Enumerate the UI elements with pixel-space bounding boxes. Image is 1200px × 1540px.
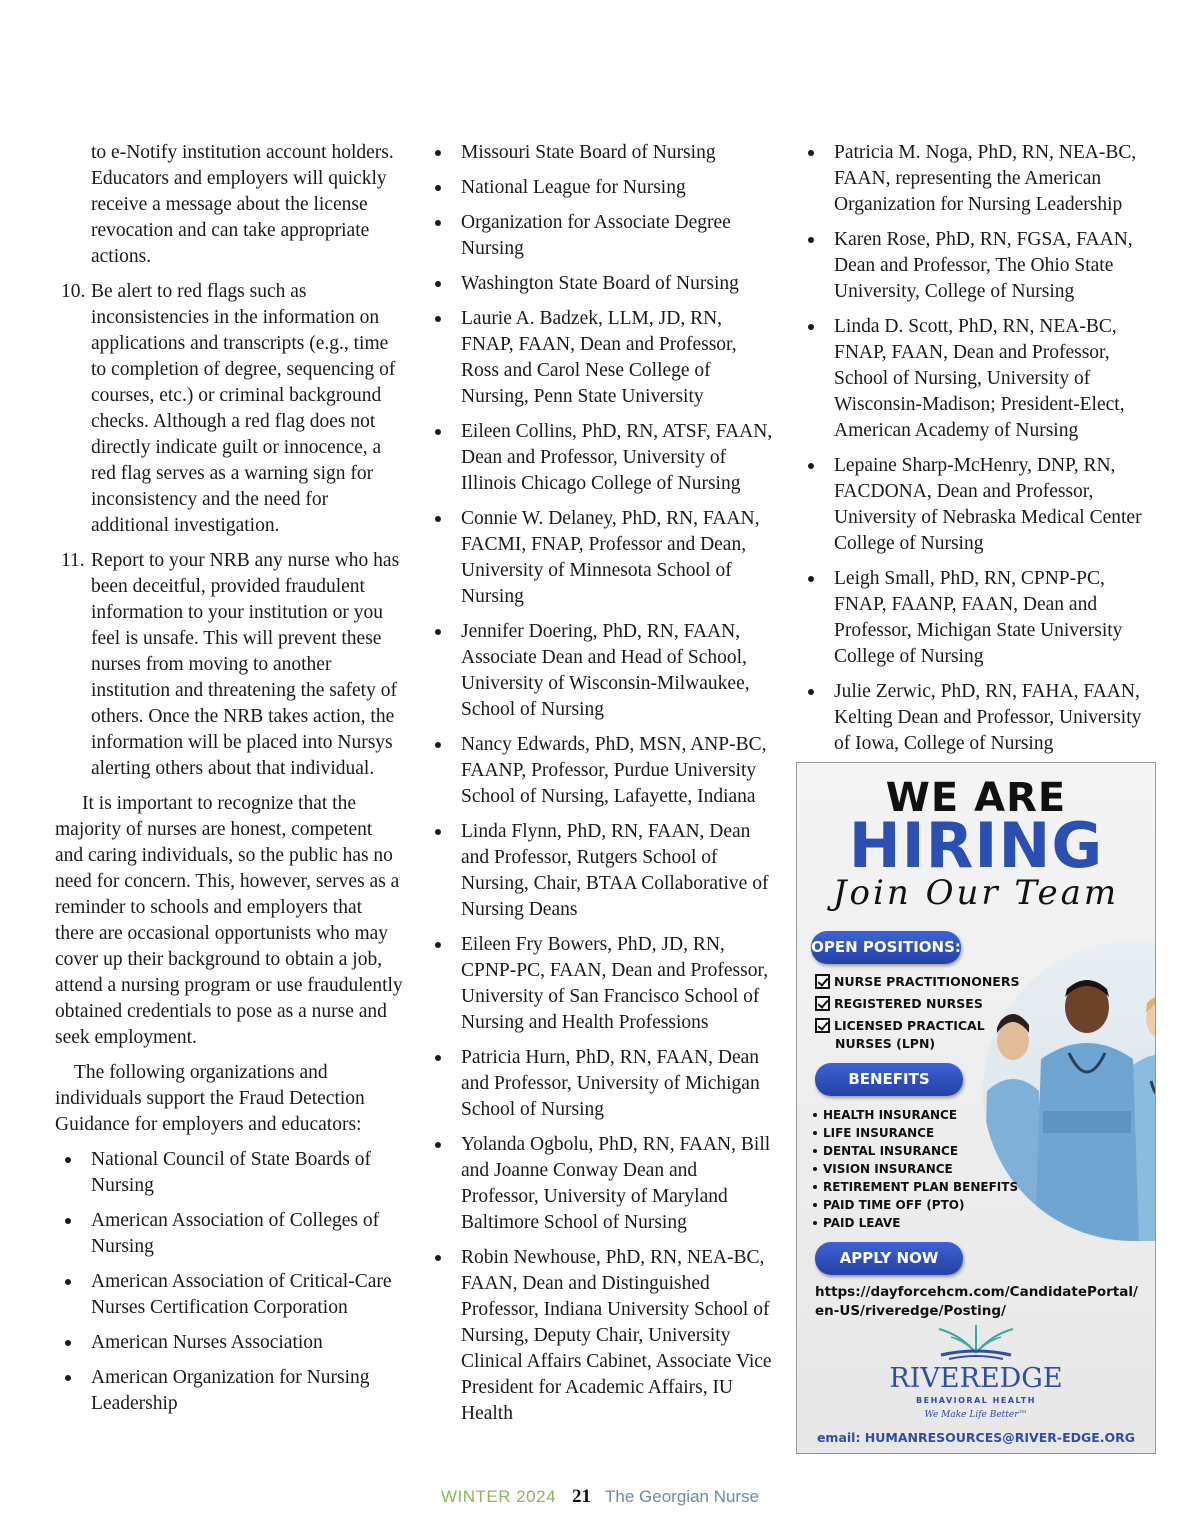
item-text: American Association of Critical-Care Nurses Certification Corporation xyxy=(91,1271,392,1318)
body-paragraph: The following organizations and individuals support the Fraud Detection Guidance for employers and educators: xyxy=(55,1062,365,1135)
item-text: Yolanda Ogbolu, PhD, RN, FAAN, Bill and Joanne Conway Dean and Professor, University of Maryland Baltimore School of Nursing xyxy=(461,1134,771,1233)
list-item xyxy=(806,453,1151,557)
list-item xyxy=(55,1208,405,1260)
url-line: https://dayforcehcm.com/CandidatePortal/ xyxy=(815,1284,1138,1300)
list-item xyxy=(55,1330,405,1356)
item-text: Nancy Edwards, PhD, MSN, ANP-BC, FAANP, Professor, Purdue University School of Nursing, Lafayette, Indiana xyxy=(461,734,767,807)
list-item xyxy=(806,314,1151,444)
benefit-item xyxy=(813,1108,957,1122)
item-text: American Association of Colleges of Nursing xyxy=(91,1210,380,1257)
organization-list xyxy=(55,1147,405,1417)
bullet-icon xyxy=(808,150,814,156)
bullet-icon xyxy=(435,429,441,435)
bullet-icon xyxy=(813,1113,817,1117)
bullet-icon xyxy=(65,1218,71,1224)
page-footer xyxy=(0,1486,1200,1508)
list-item xyxy=(433,619,778,723)
bullet-icon xyxy=(435,150,441,156)
list-item xyxy=(433,506,778,610)
bullet-icon xyxy=(435,185,441,191)
bullet-icon xyxy=(435,629,441,635)
apply-url-link[interactable] xyxy=(815,1283,1138,1321)
checkbox-icon xyxy=(815,1018,830,1033)
bullet-icon xyxy=(808,576,814,582)
item-text: Washington State Board of Nursing xyxy=(461,273,739,294)
benefit-text: PAID TIME OFF (PTO) xyxy=(823,1198,965,1212)
list-item xyxy=(55,1147,405,1199)
list-item xyxy=(433,140,778,166)
benefit-item xyxy=(813,1144,958,1158)
email-link[interactable]: email: HUMANRESOURCES@RIVER-EDGE.ORG xyxy=(816,1430,1136,1445)
position-text: REGISTERED NURSES xyxy=(834,996,983,1011)
url-line: en-US/riveredge/Posting/ xyxy=(815,1303,1006,1319)
bullet-icon xyxy=(435,942,441,948)
benefit-text: LIFE INSURANCE xyxy=(823,1126,935,1140)
body-paragraph: It is important to recognize that the majority of nurses are honest, competent and caring individuals, so the public has no need for concern. This, however, serves as a reminder to schools and employers that there are occasional opportunists who may cover up their background to obtain a job, attend a nursing program or use fraudulently obtained credentials to pose as a nurse and seek employment. xyxy=(55,793,403,1048)
brand-name: RIVEREDGE xyxy=(889,1363,1063,1394)
list-item xyxy=(433,1045,778,1123)
bullet-icon xyxy=(65,1375,71,1381)
list-item xyxy=(55,1269,405,1321)
checkbox-icon xyxy=(815,996,830,1011)
position-item-continued: NURSES (LPN) xyxy=(835,1036,936,1051)
list-item xyxy=(806,566,1151,670)
issue-season: WINTER 2024 xyxy=(440,1487,557,1506)
numbered-list xyxy=(55,279,405,782)
list-item xyxy=(433,175,778,201)
item-text: Julie Zerwic, PhD, RN, FAHA, FAAN, Kelting Dean and Professor, University of Iowa, College of Nursing xyxy=(834,681,1142,754)
nurse-center-figure xyxy=(1035,980,1139,1241)
bullet-icon xyxy=(435,742,441,748)
bullet-icon xyxy=(65,1279,71,1285)
magazine-title: The Georgian Nurse xyxy=(605,1487,760,1506)
checkbox-icon xyxy=(815,974,830,989)
column-left xyxy=(55,140,405,1426)
benefit-text: RETIREMENT PLAN BENEFITS xyxy=(823,1180,1019,1194)
page-number: 21 xyxy=(572,1486,592,1507)
list-item xyxy=(433,1245,778,1427)
ad-headline-hiring: HIRING xyxy=(848,809,1104,882)
bullet-icon xyxy=(435,316,441,322)
bullet-icon xyxy=(808,689,814,695)
ad-script-tagline: Join Our Team xyxy=(832,873,1120,913)
bullet-icon xyxy=(435,829,441,835)
item-text: Eileen Collins, PhD, RN, ATSF, FAAN, Dean and Professor, University of Illinois Chicago College of Nursing xyxy=(461,421,773,494)
item-text: American Organization for Nursing Leadership xyxy=(91,1367,370,1414)
benefits-label: BENEFITS xyxy=(815,1063,963,1096)
list-item xyxy=(55,279,405,539)
bullet-icon xyxy=(813,1167,817,1171)
bullet-icon xyxy=(813,1185,817,1189)
position-item xyxy=(815,1018,985,1033)
brand-subtitle: BEHAVIORAL HEALTH xyxy=(916,1396,1036,1405)
item-text: American Nurses Association xyxy=(91,1332,323,1353)
bullet-icon xyxy=(808,324,814,330)
item-text: Karen Rose, PhD, RN, FGSA, FAAN, Dean and Professor, The Ohio State University, College of Nursing xyxy=(834,229,1133,302)
brand-tagline: We Make Life Better™ xyxy=(924,1410,1028,1420)
benefit-item xyxy=(813,1216,900,1230)
list-item xyxy=(55,548,405,782)
nurse-left-figure xyxy=(983,1014,1043,1241)
bullet-icon xyxy=(808,463,814,469)
bullet-icon xyxy=(813,1203,817,1207)
list-item xyxy=(433,419,778,497)
position-item xyxy=(815,996,983,1011)
column-middle xyxy=(433,140,778,1436)
benefit-item xyxy=(813,1180,1018,1194)
item-number: 10. xyxy=(61,281,86,302)
bullet-icon xyxy=(808,237,814,243)
list-item xyxy=(433,210,778,262)
benefit-item xyxy=(813,1126,934,1140)
benefit-text: VISION INSURANCE xyxy=(823,1162,953,1176)
bullet-icon xyxy=(435,1142,441,1148)
item-text: Be alert to red flags such as inconsistencies in the information on applications and transcripts (e.g., time to completion of degree, sequencing of courses, etc.) or criminal background checks. Although a red flag does not directly indicate guilt or innocence, a red flag serves as a warning sign for inconsistency and the need for additional investigation. xyxy=(91,281,396,536)
bullet-icon xyxy=(435,220,441,226)
item-text: Robin Newhouse, PhD, RN, NEA-BC, FAAN, Dean and Distinguished Professor, Indiana University School of Nursing, Deputy Chair, University Clinical Affairs Cabinet, Associate Vice President for Academic Affairs, IU Health xyxy=(461,1247,772,1424)
list-item xyxy=(55,1365,405,1417)
list-item xyxy=(433,306,778,410)
apply-now-button[interactable]: APPLY NOW xyxy=(815,1242,963,1275)
item-text: Patricia M. Noga, PhD, RN, NEA-BC, FAAN, representing the American Organization for Nursing Leadership xyxy=(834,142,1137,215)
hiring-advertisement xyxy=(796,762,1156,1454)
list-item xyxy=(806,227,1151,305)
list-item xyxy=(433,1132,778,1236)
bullet-icon xyxy=(813,1149,817,1153)
benefit-text: PAID LEAVE xyxy=(823,1216,901,1230)
item-text: Linda D. Scott, PhD, RN, NEA-BC, FNAP, FAAN, Dean and Professor, School of Nursing, University of Wisconsin-Madison; President-Elect, American Academy of Nursing xyxy=(834,316,1125,441)
open-positions-label: OPEN POSITIONS: xyxy=(811,931,961,964)
ad-headline: WE ARE xyxy=(885,775,1067,821)
benefit-text: DENTAL INSURANCE xyxy=(823,1144,959,1158)
item-text: Organization for Associate Degree Nursing xyxy=(461,212,731,259)
item-text: Connie W. Delaney, PhD, RN, FAAN, FACMI, FNAP, Professor and Dean, University of Minnesota School of Nursing xyxy=(461,508,760,607)
bullet-icon xyxy=(65,1157,71,1163)
list-item xyxy=(433,271,778,297)
list-item xyxy=(433,732,778,810)
benefit-item xyxy=(813,1198,964,1212)
list-item xyxy=(433,932,778,1036)
benefit-item xyxy=(813,1162,953,1176)
item-text: National Council of State Boards of Nursing xyxy=(91,1149,371,1196)
list-item xyxy=(806,679,1151,757)
bullet-icon xyxy=(813,1221,817,1225)
list-item xyxy=(433,819,778,923)
item-text: Missouri State Board of Nursing xyxy=(461,142,716,163)
item-text: Leigh Small, PhD, RN, CPNP-PC, FNAP, FAANP, FAAN, Dean and Professor, Michigan State University College of Nursing xyxy=(834,568,1123,667)
item-text: Report to your NRB any nurse who has been deceitful, provided fraudulent information to your institution or you feel is unsafe. This will prevent these nurses from moving to another institution and threatening the safety of others. Once the NRB takes action, the information will be placed into Nursys alerting others about that individual. xyxy=(91,550,400,779)
bullet-icon xyxy=(813,1131,817,1135)
item-text: Laurie A. Badzek, LLM, JD, RN, FNAP, FAAN, Dean and Professor, Ross and Carol Nese College of Nursing, Penn State University xyxy=(461,308,737,407)
riveredge-logo-icon xyxy=(797,1323,1155,1365)
bullet-icon xyxy=(65,1340,71,1346)
supporter-list xyxy=(806,140,1151,757)
item-text: Lepaine Sharp-McHenry, DNP, RN, FACDONA, Dean and Professor, University of Nebraska Medical Center College of Nursing xyxy=(834,455,1142,554)
bullet-icon xyxy=(435,1255,441,1261)
item-number: 11. xyxy=(61,550,85,571)
list-item xyxy=(806,140,1151,218)
item-text: National League for Nursing xyxy=(461,177,686,198)
item-text: Linda Flynn, PhD, RN, FAAN, Dean and Professor, Rutgers School of Nursing, Chair, BTAA Collaborative of Nursing Deans xyxy=(461,821,769,920)
item-text: Jennifer Doering, PhD, RN, FAAN, Associate Dean and Head of School, University of Wisconsin-Milwaukee, School of Nursing xyxy=(461,621,750,720)
position-text: NURSE PRACTITIONONERS xyxy=(834,974,1020,989)
bullet-icon xyxy=(435,1055,441,1061)
bullet-icon xyxy=(435,516,441,522)
position-item xyxy=(815,974,1019,989)
position-text: LICENSED PRACTICAL xyxy=(834,1018,985,1033)
benefit-text: HEALTH INSURANCE xyxy=(823,1108,958,1122)
supporter-list xyxy=(433,140,778,1427)
item-text: Eileen Fry Bowers, PhD, JD, RN, CPNP-PC, FAAN, Dean and Professor, University of San Francisco School of Nursing and Health Professions xyxy=(461,934,769,1033)
column-right xyxy=(806,140,1151,766)
bullet-icon xyxy=(435,281,441,287)
continuation-text: to e-Notify institution account holders. Educators and employers will quickly receive a message about the license revocation and can take appropriate actions. xyxy=(91,142,394,267)
item-text: Patricia Hurn, PhD, RN, FAAN, Dean and Professor, University of Michigan School of Nursing xyxy=(461,1047,760,1120)
